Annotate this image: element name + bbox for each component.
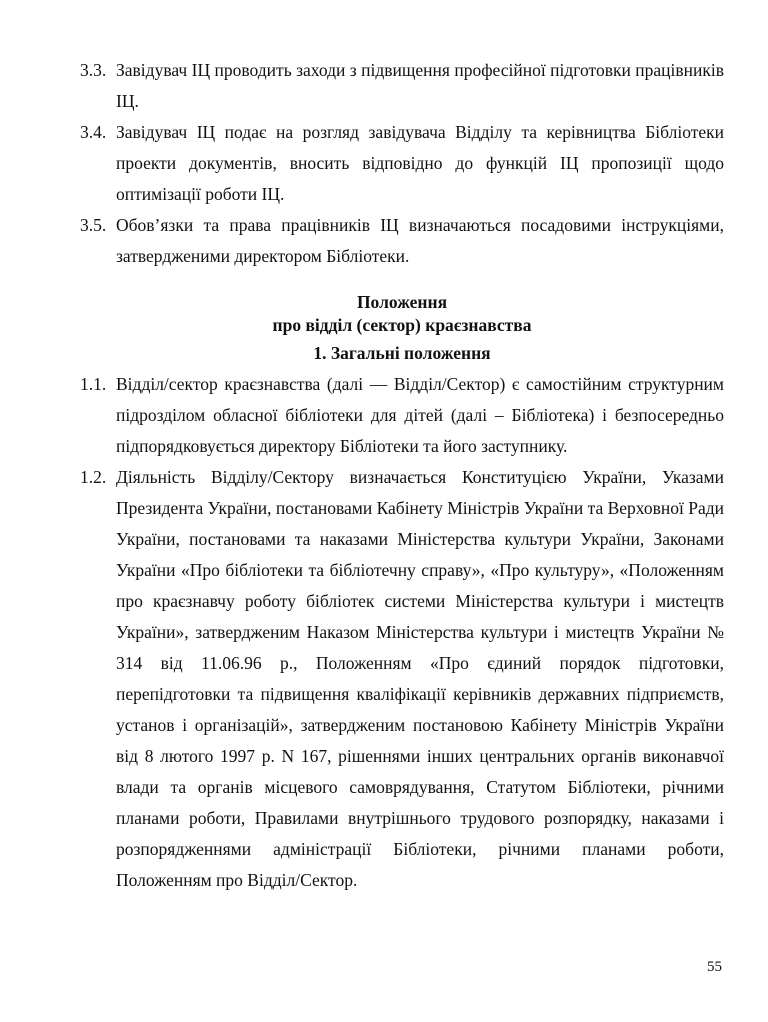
page-number: 55 [707, 959, 722, 975]
paragraph-3-5 [80, 210, 724, 272]
document-title: Положення [356, 292, 448, 312]
item-number: 3.5. [80, 215, 107, 235]
paragraph-1-1 [80, 369, 724, 462]
item-text: Відділ/сектор краєзнавства (далі — Відділ/Сектор) є самостійним структурним підрозділом обласної бібліотеки для дітей (далі – Бібліотека) і безпосередньо підпорядковується директору Бібліотеки та його заступнику. [116, 374, 724, 456]
item-number: 3.4. [80, 122, 107, 142]
paragraph-3-3 [80, 55, 724, 117]
item-number: 3.3. [80, 60, 107, 80]
document-subtitle: про відділ (сектор) краєзнавства [272, 315, 532, 335]
item-text: Завідувач ІЦ подає на розгляд завідувача Відділу та керівництва Бібліотеки проекти документів, вносить відповідно до функцій ІЦ пропозиції щодо оптимізації роботи ІЦ. [116, 122, 724, 204]
paragraph-3-4 [80, 117, 724, 210]
section-heading: 1. Загальні положення [313, 343, 491, 363]
item-number: 1.2. [80, 467, 107, 487]
paragraph-1-2 [80, 462, 724, 896]
item-text: Обов’язки та права працівників ІЦ визначаються посадовими інструкціями, затвердженими директором Бібліотеки. [116, 215, 724, 266]
item-number: 1.1. [80, 374, 107, 394]
item-text: Діяльність Відділу/Сектору визначається Конституцією України, Указами Президента України, постановами Кабінету Міністрів України та Верховної Ради України, постановами та наказами Міністерства культури України, Законами України «Про бібліотеки та бібліотечну справу», «Про культуру», «Положенням про краєзнавчу роботу бібліотек системи Міністерства культури і мистецтв України», затвердженим Наказом Міністерства культури і мистецтв України № 314 від 11.06.96 р., Положенням «Про єдиний порядок підготовки, перепідготовки та підвищення кваліфікації керівників державних підприємств, установ і організацій», затвердженим постановою Кабінету Міністрів України від 8 лютого 1997 р. N 167, рішеннями інших центральних органів виконавчої влади та органів місцевого самоврядування, Статутом Бібліотеки, річними планами роботи, Правилами внутрішнього трудового розпорядку, наказами і розпорядженнями адміністрації Бібліотеки, річними планами роботи, Положенням про Відділ/Сектор. [116, 467, 725, 890]
item-text: Завідувач ІЦ проводить заходи з підвищення професійної підготовки працівників ІЦ. [116, 60, 724, 111]
